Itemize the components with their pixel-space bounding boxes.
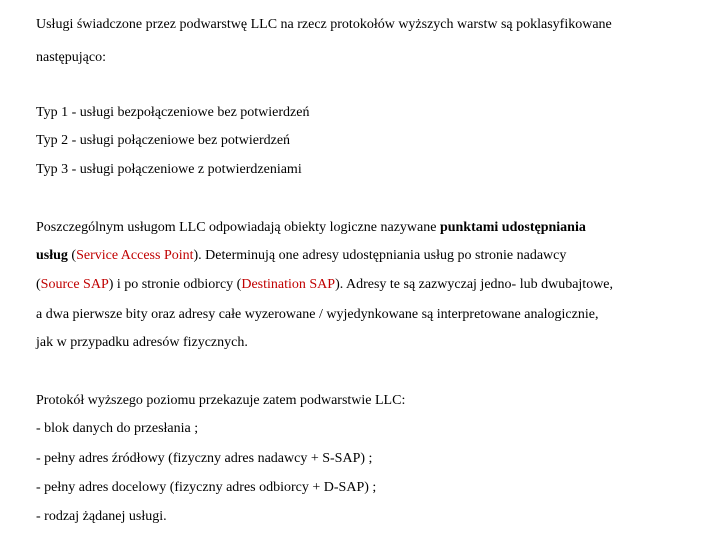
sap-line1-text: Poszczególnym usługom LLC odpowiadają obiekty logiczne nazywane: [36, 220, 440, 235]
llc-item-3: - pełny adres docelowy (fizyczny adres odbiorcy + D-SAP) ;: [36, 480, 377, 495]
sap-term-bold: punktami udostępniania: [439, 220, 586, 235]
sap-paragraph-line-1: [36, 219, 710, 237]
sap-paragraph-line-4: a dwa pierwsze bity oraz adresy całe wyzerowane / wyjedynkowane są interpretowane analogicznie,: [36, 307, 599, 322]
sap-paragraph-line-3: [36, 276, 710, 294]
llc-item-1: - blok danych do przesłania ;: [36, 421, 199, 436]
type-3-line: Typ 3 - usługi połączeniowe z potwierdzeniami: [36, 162, 302, 177]
sap-line2-text: ). Determinują one adresy udostępniania usług po stronie nadawcy: [193, 248, 567, 263]
type-2-line: Typ 2 - usługi połączeniowe bez potwierdzeń: [36, 133, 291, 148]
service-access-point-term: Service Access Point: [76, 248, 194, 263]
source-sap-term: Source SAP: [40, 277, 109, 292]
destination-sap-term: Destination SAP: [241, 277, 336, 292]
sap-term-bold-cont: usług: [36, 248, 68, 263]
llc-item-4: - rodzaj żądanej usługi.: [36, 509, 167, 524]
sap-line2-paren: (: [67, 248, 77, 263]
llc-item-2: - pełny adres źródłowy (fizyczny adres nadawcy + S-SAP) ;: [36, 451, 373, 466]
intro-line-2: następująco:: [36, 50, 106, 65]
sap-paragraph-line-5: jak w przypadku adresów fizycznych.: [36, 335, 248, 350]
sap-paragraph-line-2: [36, 247, 710, 265]
sap-line3-text1: ) i po stronie odbiorcy (: [108, 277, 242, 292]
type-1-line: Typ 1 - usługi bezpołączeniowe bez potwierdzeń: [36, 105, 310, 120]
sap-line3-paren: (: [36, 277, 41, 292]
sap-line3-text2: ). Adresy te są zazwyczaj jedno- lub dwubajtowe,: [335, 277, 614, 292]
llc-heading: Protokół wyższego poziomu przekazuje zatem podwarstwie LLC:: [36, 393, 406, 408]
intro-line-1: Usługi świadczone przez podwarstwę LLC na rzecz protokołów wyższych warstw są poklasyfikowane: [36, 17, 612, 32]
